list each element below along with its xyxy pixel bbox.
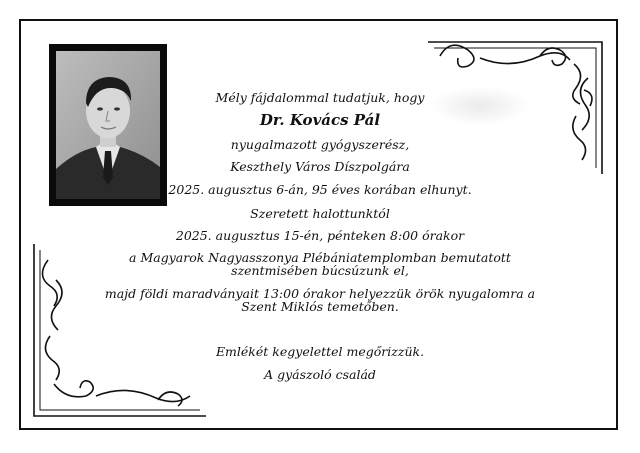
death-date-line: 2025. augusztus 6-án, 95 éves korában elhunyt. [168, 182, 472, 197]
intro-line: Mély fájdalommal tudatjuk, hogy [215, 90, 425, 105]
deceased-name: Dr. Kovács Pál [259, 111, 381, 129]
funeral-date-line: 2025. augusztus 15-én, pénteken 8:00 órakor [175, 228, 465, 243]
honor-line: Keszthely Város Díszpolgára [230, 159, 410, 174]
cemetery-line: Szent Miklós temetőben. [241, 299, 399, 314]
profession-line: nyugalmazott gyógyszerész, [230, 137, 410, 152]
church-line: a Magyarok Nagyasszonya Plébániatemplomban bemutatott [129, 250, 511, 265]
farewell-line: Szeretett halottunktól [250, 206, 390, 221]
burial-line: majd földi maradványait 13:00 órakor helyezzük örök nyugalomra a [104, 286, 536, 301]
remembrance-line: Emlékét kegyelettel megőrizzük. [215, 344, 425, 359]
mass-line: szentmisében búcsúzunk el, [231, 263, 409, 278]
family-signature: A gyászoló család [264, 367, 376, 382]
